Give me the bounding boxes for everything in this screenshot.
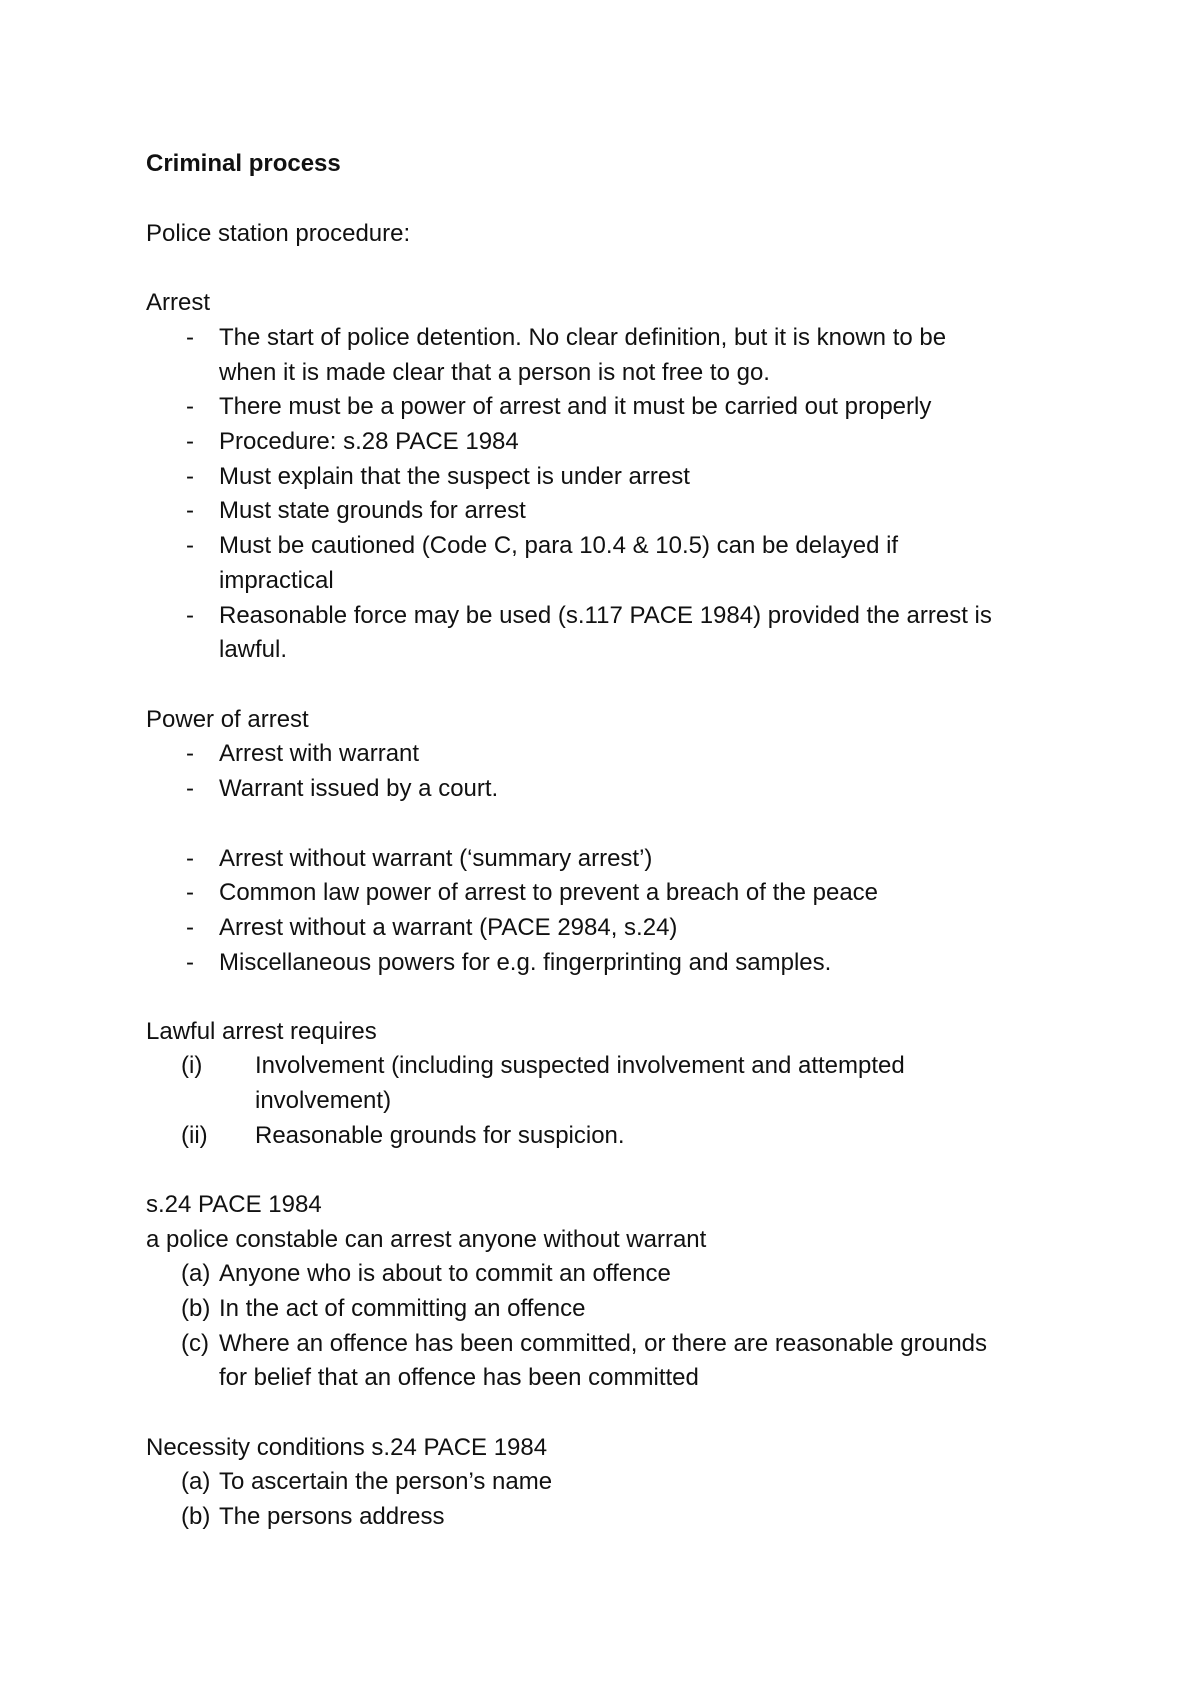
list-item: Where an offence has been committed, or there are reasonable grounds [219,1330,988,1357]
list-item: Anyone who is about to commit an offence [219,1260,671,1287]
list-item-continuation: for belief that an offence has been committed [219,1364,699,1391]
list-item: Involvement (including suspected involvement and attempted [255,1052,905,1079]
section-subtitle: Police station procedure: [146,220,411,247]
document-title: Criminal process [146,150,341,177]
list-dash: - [186,324,194,351]
power-heading: Power of arrest [146,706,309,733]
list-item-continuation: lawful. [219,636,288,663]
list-item: Reasonable force may be used (s.117 PACE 1984) provided the arrest is [219,602,992,629]
list-item: Warrant issued by a court. [219,775,499,802]
list-dash: - [186,497,194,524]
list-dash: - [186,393,194,420]
list-item: Reasonable grounds for suspicion. [255,1122,625,1149]
necessity-heading: Necessity conditions s.24 PACE 1984 [146,1434,548,1461]
list-item: Procedure: s.28 PACE 1984 [219,428,519,455]
arrest-heading: Arrest [146,289,211,316]
list-marker: (i) [181,1052,203,1079]
list-item: Arrest without a warrant (PACE 2984, s.24) [219,914,678,941]
list-dash: - [186,879,194,906]
list-item-continuation: involvement) [255,1087,392,1114]
list-dash: - [186,463,194,490]
list-dash: - [186,602,194,629]
list-item: Common law power of arrest to prevent a breach of the peace [219,879,879,906]
list-item: Must explain that the suspect is under arrest [219,463,690,490]
list-dash: - [186,914,194,941]
list-dash: - [186,949,194,976]
list-dash: - [186,740,194,767]
list-marker: (b) [181,1295,211,1322]
list-marker: (a) [181,1468,211,1495]
s24-heading: s.24 PACE 1984 [146,1191,322,1218]
list-item: The start of police detention. No clear definition, but it is known to be [219,324,947,351]
list-item: Arrest without warrant (‘summary arrest’) [219,845,653,872]
list-item: In the act of committing an offence [219,1295,586,1322]
s24-intro: a police constable can arrest anyone without warrant [146,1226,707,1253]
list-marker: (b) [181,1503,211,1530]
lawful-heading: Lawful arrest requires [146,1018,377,1045]
list-item-continuation: when it is made clear that a person is not free to go. [219,359,770,386]
list-item: To ascertain the person’s name [219,1468,553,1495]
list-marker: (a) [181,1260,211,1287]
list-marker: (c) [181,1330,209,1357]
list-dash: - [186,532,194,559]
list-item: The persons address [219,1503,445,1530]
list-item-continuation: impractical [219,567,334,594]
list-marker: (ii) [181,1122,208,1149]
list-item: Arrest with warrant [219,740,420,767]
list-item: Must be cautioned (Code C, para 10.4 & 10.5) can be delayed if [219,532,899,559]
list-dash: - [186,428,194,455]
list-item: Must state grounds for arrest [219,497,526,524]
list-item: Miscellaneous powers for e.g. fingerprinting and samples. [219,949,832,976]
list-dash: - [186,845,194,872]
list-item: There must be a power of arrest and it must be carried out properly [219,393,932,420]
list-dash: - [186,775,194,802]
